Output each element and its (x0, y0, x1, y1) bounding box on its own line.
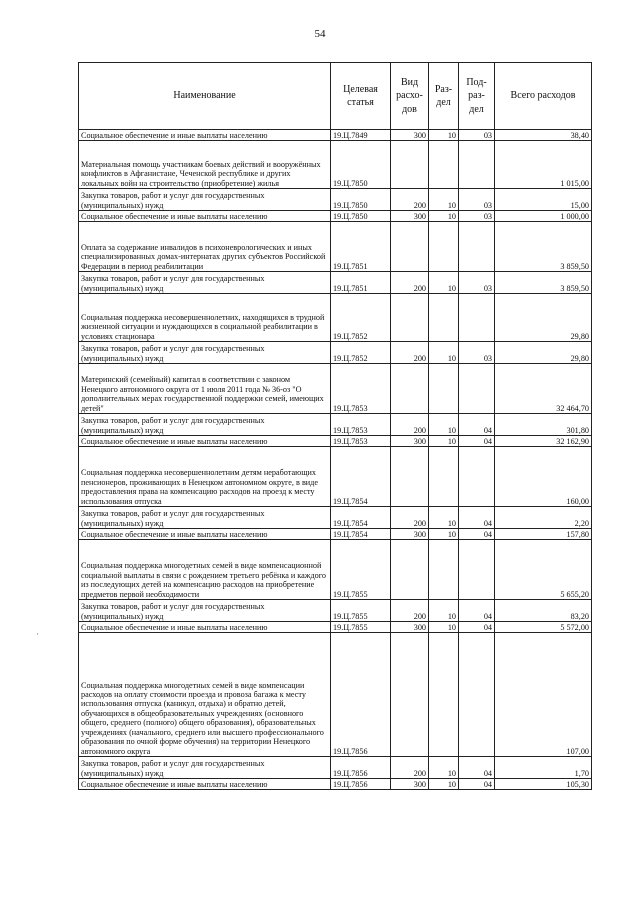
table-row (79, 414, 592, 436)
row-subsection (459, 633, 495, 757)
row-name: Закупка товаров, работ и услуг для государственных (муниципальных) нужд (79, 414, 331, 436)
table-row (79, 272, 592, 294)
row-subsection: 04 (459, 507, 495, 529)
row-subsection: 03 (459, 342, 495, 364)
row-name: Социальное обеспечение и иные выплаты населению (79, 779, 331, 790)
table-row (79, 540, 592, 600)
row-subsection (459, 294, 495, 342)
table-row (79, 294, 592, 342)
row-name: Закупка товаров, работ и услуг для государственных (муниципальных) нужд (79, 189, 331, 211)
row-section: 10 (429, 414, 459, 436)
row-type: 300 (391, 211, 429, 222)
header-section: Раз-дел (429, 63, 459, 130)
row-code: 19.Ц.7855 (331, 622, 391, 633)
row-code: 19.Ц.7852 (331, 294, 391, 342)
table-row (79, 529, 592, 540)
row-code: 19.Ц.7851 (331, 272, 391, 294)
row-type: 300 (391, 622, 429, 633)
row-subsection: 04 (459, 779, 495, 790)
row-section: 10 (429, 211, 459, 222)
table-row (79, 342, 592, 364)
row-subsection (459, 222, 495, 272)
row-total: 3 859,50 (495, 222, 592, 272)
row-name: Закупка товаров, работ и услуг для государственных (муниципальных) нужд (79, 342, 331, 364)
row-total: 107,00 (495, 633, 592, 757)
row-total: 32 162,90 (495, 436, 592, 447)
row-name: Социальная поддержка многодетных семей в виде компенсационной социальной выплаты в связи с рождением третьего ребёнка и каждого из последующих детей на компенсацию расходов на приобретение предметов первой необходимости (79, 540, 331, 600)
row-total: 301,80 (495, 414, 592, 436)
row-subsection (459, 447, 495, 507)
page-number: 54 (314, 28, 326, 40)
row-type: 300 (391, 436, 429, 447)
row-subsection (459, 141, 495, 189)
table-row (79, 222, 592, 272)
row-name: Оплата за содержание инвалидов в психоневрологических и иных специализированных домах-интернатах других субъектов Российской Федерации в период реабилитации (79, 222, 331, 272)
row-code: 19.Ц.7850 (331, 211, 391, 222)
row-section: 10 (429, 779, 459, 790)
row-total: 1 000,00 (495, 211, 592, 222)
row-total: 5 572,00 (495, 622, 592, 633)
row-code: 19.Ц.7852 (331, 342, 391, 364)
row-section (429, 222, 459, 272)
row-type: 200 (391, 272, 429, 294)
row-type: 200 (391, 342, 429, 364)
row-type: 300 (391, 779, 429, 790)
row-section (429, 540, 459, 600)
row-total: 1,70 (495, 757, 592, 779)
row-total: 2,20 (495, 507, 592, 529)
row-section (429, 294, 459, 342)
row-subsection: 04 (459, 529, 495, 540)
row-subsection: 04 (459, 600, 495, 622)
header-code: Целевая статья (331, 63, 391, 130)
row-section (429, 447, 459, 507)
row-total: 160,00 (495, 447, 592, 507)
row-code: 19.Ц.7853 (331, 364, 391, 414)
row-code: 19.Ц.7856 (331, 779, 391, 790)
row-code: 19.Ц.7851 (331, 222, 391, 272)
row-code: 19.Ц.7850 (331, 141, 391, 189)
row-section: 10 (429, 529, 459, 540)
table-row (79, 507, 592, 529)
row-section (429, 364, 459, 414)
row-subsection: 04 (459, 757, 495, 779)
row-total: 29,80 (495, 342, 592, 364)
row-total: 157,80 (495, 529, 592, 540)
row-section (429, 141, 459, 189)
row-type: 200 (391, 600, 429, 622)
row-name: Социальная поддержка несовершеннолетним детям неработающих пенсионеров, проживающих в Ненецком автономном округе, в виде предоставления права на компенсацию расходов на проезд к месту использования отпуска (79, 447, 331, 507)
row-name: Социальное обеспечение и иные выплаты населению (79, 529, 331, 540)
row-type: 200 (391, 757, 429, 779)
table-header-row (79, 63, 592, 130)
row-total: 105,30 (495, 779, 592, 790)
table-row (79, 130, 592, 141)
header-type: Вид расхо-дов (391, 63, 429, 130)
row-section: 10 (429, 130, 459, 141)
row-subsection: 04 (459, 436, 495, 447)
row-subsection: 03 (459, 189, 495, 211)
row-type (391, 633, 429, 757)
row-code: 19.Ц.7854 (331, 529, 391, 540)
row-type: 200 (391, 507, 429, 529)
row-type (391, 447, 429, 507)
row-section (429, 633, 459, 757)
header-name: Наименование (79, 63, 331, 130)
row-section: 10 (429, 272, 459, 294)
table-row (79, 622, 592, 633)
row-code: 19.Ц.7853 (331, 436, 391, 447)
row-code: 19.Ц.7856 (331, 633, 391, 757)
row-total: 29,80 (495, 294, 592, 342)
row-type: 300 (391, 529, 429, 540)
table-row (79, 447, 592, 507)
row-total: 15,00 (495, 189, 592, 211)
row-subsection: 03 (459, 130, 495, 141)
row-total: 3 859,50 (495, 272, 592, 294)
row-name: Социальное обеспечение и иные выплаты населению (79, 130, 331, 141)
row-total: 32 464,70 (495, 364, 592, 414)
row-section: 10 (429, 622, 459, 633)
row-type (391, 222, 429, 272)
row-code: 19.Ц.7854 (331, 447, 391, 507)
row-total: 1 015,00 (495, 141, 592, 189)
row-type (391, 294, 429, 342)
row-type (391, 540, 429, 600)
row-code: 19.Ц.7853 (331, 414, 391, 436)
header-subsection: Под-раз-дел (459, 63, 495, 130)
row-name: Закупка товаров, работ и услуг для государственных (муниципальных) нужд (79, 507, 331, 529)
row-section: 10 (429, 757, 459, 779)
row-name: Социальное обеспечение и иные выплаты населению (79, 622, 331, 633)
row-code: 19.Ц.7855 (331, 600, 391, 622)
budget-table (78, 62, 592, 790)
row-total: 38,40 (495, 130, 592, 141)
row-subsection: 03 (459, 211, 495, 222)
row-section: 10 (429, 600, 459, 622)
row-subsection: 04 (459, 414, 495, 436)
table-row (79, 189, 592, 211)
row-total: 83,20 (495, 600, 592, 622)
row-name: Социальная поддержка многодетных семей в виде компенсации расходов на оплату стоимости проезда и провоза багажа к месту использования отпуска (каникул, отдыха) и обратно детей, обучающихся в общеобразовательных учреждениях (основного общего, среднего (полного) общего образования), образовательных учреждениях (начального, среднего или высшего профессионального образования по очной форме обучения) на территории Ненецкого автономного округа (79, 633, 331, 757)
row-name: Закупка товаров, работ и услуг для государственных (муниципальных) нужд (79, 600, 331, 622)
row-type: 200 (391, 189, 429, 211)
row-subsection: 04 (459, 622, 495, 633)
row-name: Материнский (семейный) капитал в соответствии с законом Ненецкого автономного округа от 1 июля 2011 года № 36-оз "О дополнительных мерах государственной поддержки семей, имеющих детей" (79, 364, 331, 414)
row-name: Социальное обеспечение и иные выплаты населению (79, 211, 331, 222)
row-type: 300 (391, 130, 429, 141)
row-code: 19.Ц.7855 (331, 540, 391, 600)
row-name: Закупка товаров, работ и услуг для государственных (муниципальных) нужд (79, 757, 331, 779)
row-section: 10 (429, 342, 459, 364)
header-total: Всего расходов (495, 63, 592, 130)
row-code: 19.Ц.7856 (331, 757, 391, 779)
table-row (79, 364, 592, 414)
row-code: 19.Ц.7849 (331, 130, 391, 141)
row-name: Материальная помощь участникам боевых действий и вооружённых конфликтов в Афганистане, Чеченской республике и других локальных войн на строительство (приобретение) жилья (79, 141, 331, 189)
row-name: Социальное обеспечение и иные выплаты населению (79, 436, 331, 447)
row-section: 10 (429, 507, 459, 529)
row-name: Социальная поддержка несовершеннолетних, находящихся в трудной жизненной ситуации и нуждающихся в социальной реабилитации в условиях стационара (79, 294, 331, 342)
table-row (79, 141, 592, 189)
row-subsection: 03 (459, 272, 495, 294)
row-total: 5 655,20 (495, 540, 592, 600)
row-name: Закупка товаров, работ и услуг для государственных (муниципальных) нужд (79, 272, 331, 294)
table-row (79, 211, 592, 222)
table-row (79, 600, 592, 622)
table-row (79, 436, 592, 447)
row-section: 10 (429, 189, 459, 211)
table-row (79, 779, 592, 790)
table-row (79, 633, 592, 757)
table-row (79, 757, 592, 779)
row-code: 19.Ц.7854 (331, 507, 391, 529)
row-section: 10 (429, 436, 459, 447)
margin-dot: · (36, 629, 39, 639)
row-code: 19.Ц.7850 (331, 189, 391, 211)
row-subsection (459, 364, 495, 414)
row-type (391, 364, 429, 414)
row-subsection (459, 540, 495, 600)
row-type: 200 (391, 414, 429, 436)
row-type (391, 141, 429, 189)
